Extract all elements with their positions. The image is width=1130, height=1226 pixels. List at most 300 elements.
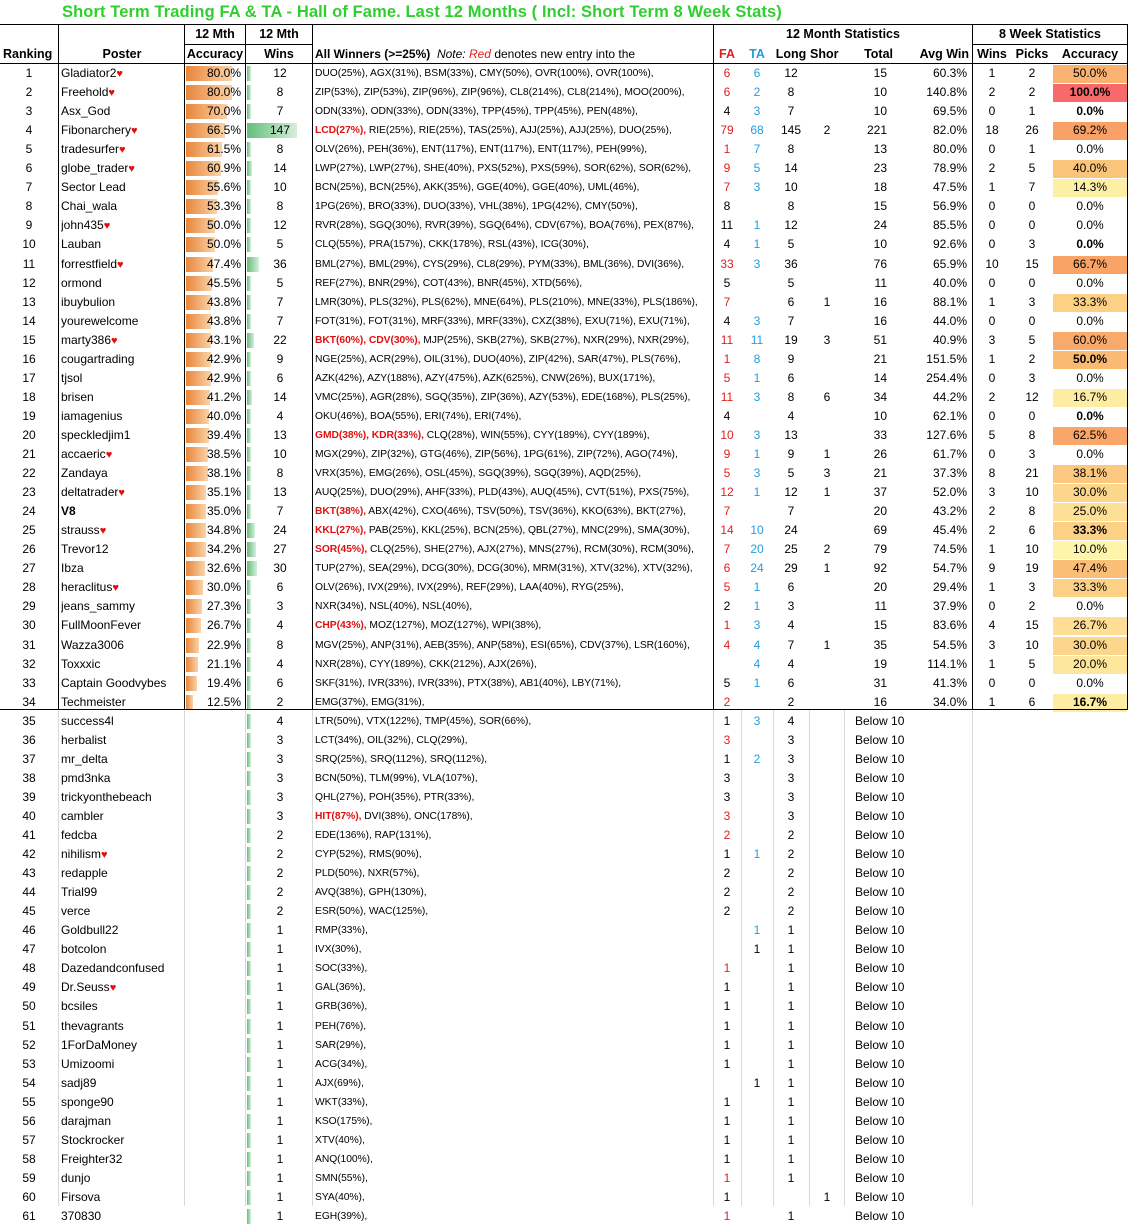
rank-cell: 34 bbox=[22, 695, 36, 709]
short-count bbox=[810, 712, 844, 731]
poster-name bbox=[61, 864, 185, 883]
wins-cell: 3 bbox=[276, 809, 284, 823]
poster-name bbox=[61, 350, 185, 369]
poster-label: ibuybulion bbox=[61, 295, 116, 309]
winners-list: VMC(25%), AGR(28%), SGQ(35%), ZIP(36%), AZY(53%), EDE(168%), PLS(25%), bbox=[315, 392, 691, 403]
long-count: 1 bbox=[787, 1095, 795, 1109]
short-count bbox=[810, 921, 844, 940]
short-count bbox=[810, 83, 844, 102]
wins-cell: 10 bbox=[273, 447, 287, 461]
ta-count bbox=[741, 502, 773, 521]
winners-list: IVX(30%), bbox=[315, 944, 362, 955]
fa-count: 2 bbox=[723, 866, 731, 880]
long-count: 3 bbox=[787, 809, 795, 823]
grid-line bbox=[972, 24, 973, 64]
heart-icon: ♥ bbox=[117, 259, 124, 271]
winners-list: EMG(37%), EMG(31%), bbox=[315, 697, 425, 708]
winners-list: OKU(46%), BOA(55%), ERI(74%), ERI(74%), bbox=[315, 411, 522, 422]
accuracy-cell: 45.5% bbox=[206, 276, 241, 290]
ta-count: 7 bbox=[753, 142, 761, 156]
accuracy-cell: 40.0% bbox=[206, 409, 241, 423]
picks-8wk bbox=[1012, 1112, 1052, 1131]
avg-win bbox=[905, 788, 967, 807]
picks-8wk bbox=[1012, 1131, 1052, 1150]
rank-cell: 24 bbox=[22, 504, 36, 518]
long-count: 5 bbox=[787, 276, 795, 290]
long-count: 3 bbox=[787, 771, 795, 785]
ta-count: 3 bbox=[753, 104, 761, 118]
poster-name bbox=[61, 102, 185, 121]
avg-win bbox=[905, 997, 967, 1016]
ta-count: 1 bbox=[753, 1076, 761, 1090]
accuracy-cell: 38.5% bbox=[206, 447, 241, 461]
picks-8wk: 0 bbox=[1028, 199, 1036, 213]
avg-win: 254.4% bbox=[926, 371, 967, 385]
wins-cell: 1 bbox=[276, 980, 284, 994]
fa-count: 4 bbox=[723, 104, 731, 118]
wins-cell: 14 bbox=[273, 161, 287, 175]
accuracy-8wk: 38.1% bbox=[1072, 466, 1108, 480]
total-count: 221 bbox=[866, 123, 887, 137]
winners-cell bbox=[315, 1112, 712, 1131]
rank-cell: 25 bbox=[22, 523, 36, 537]
picks-8wk: 15 bbox=[1025, 618, 1039, 632]
grid-line bbox=[844, 710, 845, 1206]
accuracy-cell: 39.4% bbox=[206, 428, 241, 442]
poster-label: bcsiles bbox=[61, 999, 98, 1013]
avg-win bbox=[905, 845, 967, 864]
long-count: 1 bbox=[787, 1076, 795, 1090]
wins-8wk bbox=[973, 902, 1011, 921]
grid-line bbox=[0, 709, 973, 710]
long-count: 2 bbox=[787, 847, 795, 861]
header-all-winners: All Winners (>=25%) Note: Red denotes new entry into the bbox=[315, 47, 636, 61]
avg-win bbox=[905, 807, 967, 826]
picks-8wk bbox=[1012, 864, 1052, 883]
total-count: 33 bbox=[873, 428, 887, 442]
poster-label: globe_trader bbox=[61, 161, 129, 175]
poster-name bbox=[61, 616, 185, 635]
total-count: 20 bbox=[873, 504, 887, 518]
poster-name bbox=[61, 1036, 185, 1055]
accuracy-8wk: 33.3% bbox=[1072, 580, 1108, 594]
accuracy-cell: 66.5% bbox=[206, 123, 241, 137]
accuracy-8wk bbox=[1053, 1169, 1127, 1188]
fa-count: 7 bbox=[723, 504, 731, 518]
long-count: 1 bbox=[787, 980, 795, 994]
short-count: 3 bbox=[823, 333, 831, 347]
header-8wk-wins: Wins bbox=[977, 47, 1007, 61]
poster-name bbox=[61, 921, 185, 940]
picks-8wk: 6 bbox=[1028, 523, 1036, 537]
header-8week-statistics: 8 Week Statistics bbox=[999, 27, 1101, 41]
total-count: Below 10 bbox=[855, 923, 905, 937]
grid-line bbox=[809, 710, 810, 1206]
avg-win bbox=[905, 1093, 967, 1112]
ta-count bbox=[741, 864, 773, 883]
fa-count: 2 bbox=[723, 885, 731, 899]
accuracy-cell: 21.1% bbox=[206, 657, 241, 671]
poster-name bbox=[61, 140, 185, 159]
avg-win bbox=[905, 1150, 967, 1169]
short-count bbox=[810, 959, 844, 978]
grid-line bbox=[0, 63, 1128, 64]
picks-8wk bbox=[1012, 1207, 1052, 1226]
poster-name bbox=[61, 769, 185, 788]
total-count: Below 10 bbox=[855, 1152, 905, 1166]
rank-cell: 42 bbox=[22, 847, 36, 861]
fa-count: 1 bbox=[723, 1152, 731, 1166]
accuracy-8wk bbox=[1053, 1017, 1127, 1036]
avg-win bbox=[905, 1131, 967, 1150]
accuracy-cell bbox=[186, 940, 241, 959]
wins-cell: 2 bbox=[276, 695, 284, 709]
wins-8wk: 0 bbox=[988, 371, 996, 385]
fa-count: 5 bbox=[723, 276, 731, 290]
winners-cell bbox=[315, 902, 712, 921]
ta-count: 1 bbox=[753, 676, 761, 690]
long-count: 6 bbox=[787, 676, 795, 690]
picks-8wk: 2 bbox=[1028, 599, 1036, 613]
short-count bbox=[810, 978, 844, 997]
picks-8wk: 5 bbox=[1028, 161, 1036, 175]
poster-name bbox=[61, 655, 185, 674]
rank-cell: 9 bbox=[25, 218, 33, 232]
total-count: Below 10 bbox=[855, 866, 905, 880]
wins-8wk: 1 bbox=[988, 66, 996, 80]
rank-cell: 32 bbox=[22, 657, 36, 671]
ta-count bbox=[741, 1017, 773, 1036]
avg-win: 45.4% bbox=[932, 523, 967, 537]
total-count: Below 10 bbox=[855, 1095, 905, 1109]
sheet-title: Short Term Trading FA & TA - Hall of Fame. Last 12 Months ( Incl: Short Term 8 Week Stats) bbox=[62, 3, 782, 21]
short-count bbox=[810, 178, 844, 197]
fa-count: 5 bbox=[723, 371, 731, 385]
total-count: 11 bbox=[874, 599, 887, 613]
avg-win: 44.0% bbox=[932, 314, 967, 328]
poster-name bbox=[61, 1150, 185, 1169]
short-count bbox=[810, 312, 844, 331]
short-count bbox=[810, 159, 844, 178]
poster-name bbox=[61, 712, 185, 731]
picks-8wk: 3 bbox=[1028, 580, 1036, 594]
wins-8wk bbox=[973, 959, 1011, 978]
grid-line bbox=[312, 710, 313, 1206]
short-count bbox=[810, 1093, 844, 1112]
short-count bbox=[810, 597, 844, 616]
wins-cell: 1 bbox=[276, 1057, 284, 1071]
wins-cell: 27 bbox=[273, 542, 287, 556]
long-count: 2 bbox=[787, 695, 795, 709]
ta-count: 3 bbox=[753, 314, 761, 328]
rank-cell: 5 bbox=[25, 142, 33, 156]
winners-cell bbox=[315, 388, 712, 407]
accuracy-cell bbox=[186, 1169, 241, 1188]
long-count: 1 bbox=[787, 999, 795, 1013]
fa-count: 5 bbox=[723, 676, 731, 690]
accuracy-cell bbox=[186, 826, 241, 845]
fa-count: 79 bbox=[720, 123, 734, 137]
avg-win: 127.6% bbox=[926, 428, 967, 442]
accuracy-8wk bbox=[1053, 1093, 1127, 1112]
wins-cell: 2 bbox=[276, 828, 284, 842]
accuracy-cell: 26.7% bbox=[206, 618, 241, 632]
wins-8wk: 3 bbox=[988, 638, 996, 652]
poster-name bbox=[61, 1074, 185, 1093]
winners-list: PEH(76%), bbox=[315, 1021, 367, 1032]
short-count: 1 bbox=[823, 295, 831, 309]
long-count: 25 bbox=[784, 542, 798, 556]
winners-list: TUP(27%), SEA(29%), DCG(30%), DCG(30%), MRM(31%), XTV(32%), XTV(32%), bbox=[315, 563, 693, 574]
wins-cell: 1 bbox=[276, 942, 284, 956]
accuracy-8wk: 25.0% bbox=[1072, 504, 1108, 518]
short-count bbox=[810, 1017, 844, 1036]
poster-label: Chai_wala bbox=[61, 199, 118, 213]
poster-name bbox=[61, 540, 185, 559]
winners-list: ANQ(100%), bbox=[315, 1154, 373, 1165]
accuracy-8wk bbox=[1053, 769, 1127, 788]
accuracy-cell bbox=[186, 883, 241, 902]
total-count: 76 bbox=[873, 257, 887, 271]
accuracy-8wk bbox=[1053, 978, 1127, 997]
wins-cell: 1 bbox=[276, 1133, 284, 1147]
winners-list: RVR(28%), SGQ(30%), RVR(39%), SGQ(64%), CDV(67%), BOA(76%), PEX(87%), bbox=[315, 220, 694, 231]
accuracy-8wk: 0.0% bbox=[1076, 218, 1104, 232]
poster-label: Stockrocker bbox=[61, 1133, 125, 1147]
picks-8wk: 7 bbox=[1028, 180, 1036, 194]
accuracy-8wk: 33.3% bbox=[1072, 523, 1108, 537]
fa-count: 1 bbox=[723, 1114, 731, 1128]
poster-label: tjsol bbox=[61, 371, 83, 385]
winners-cell bbox=[315, 1131, 712, 1150]
poster-label: Dazedandconfused bbox=[61, 961, 165, 975]
long-count: 19 bbox=[784, 333, 798, 347]
accuracy-8wk: 0.0% bbox=[1076, 409, 1104, 423]
long-count: 5 bbox=[787, 466, 795, 480]
rank-cell: 23 bbox=[22, 485, 36, 499]
wins-8wk: 0 bbox=[988, 276, 996, 290]
poster-name bbox=[61, 197, 185, 216]
accuracy-cell bbox=[186, 1150, 241, 1169]
winners-cell bbox=[315, 826, 712, 845]
ta-count bbox=[741, 769, 773, 788]
fa-count bbox=[714, 940, 740, 959]
wins-cell: 1 bbox=[276, 1171, 284, 1185]
winners-list: VRX(35%), EMG(26%), OSL(45%), SGQ(39%), SGQ(39%), AQD(25%), bbox=[315, 468, 642, 479]
total-count: Below 10 bbox=[855, 1171, 905, 1185]
new-entry-highlight: BKT(60%), CDV(30%), bbox=[315, 335, 421, 346]
rank-cell: 1 bbox=[25, 66, 33, 80]
poster-name bbox=[61, 255, 185, 274]
wins-8wk bbox=[973, 1036, 1011, 1055]
total-count: Below 10 bbox=[855, 999, 905, 1013]
short-count bbox=[810, 64, 844, 83]
winners-list: CYP(52%), RMS(90%), bbox=[315, 849, 422, 860]
winners-cell bbox=[315, 750, 712, 769]
accuracy-cell bbox=[186, 921, 241, 940]
wins-cell: 24 bbox=[273, 523, 287, 537]
heart-icon: ♥ bbox=[105, 449, 113, 461]
grid-line bbox=[773, 710, 774, 1206]
accuracy-cell bbox=[186, 997, 241, 1016]
wins-cell: 8 bbox=[276, 638, 284, 652]
poster-label: trickyonthebeach bbox=[61, 790, 152, 804]
picks-8wk bbox=[1012, 1036, 1052, 1055]
rank-cell: 56 bbox=[22, 1114, 36, 1128]
rank-cell: 58 bbox=[22, 1152, 36, 1166]
picks-8wk: 0 bbox=[1028, 276, 1036, 290]
wins-cell: 13 bbox=[273, 485, 287, 499]
poster-name bbox=[61, 521, 185, 540]
winners-cell bbox=[315, 407, 712, 426]
accuracy-8wk: 10.0% bbox=[1072, 542, 1108, 556]
fa-count: 8 bbox=[723, 199, 731, 213]
grid-line bbox=[185, 44, 313, 45]
poster-label: botcolon bbox=[61, 942, 107, 956]
wins-8wk: 2 bbox=[988, 504, 996, 518]
total-count: 16 bbox=[873, 295, 887, 309]
avg-win: 52.0% bbox=[932, 485, 967, 499]
winners-cell bbox=[315, 1055, 712, 1074]
header-poster: Poster bbox=[102, 47, 142, 61]
wins-8wk: 2 bbox=[988, 523, 996, 537]
winners-cell bbox=[315, 997, 712, 1016]
total-count: 10 bbox=[873, 104, 887, 118]
rank-cell: 21 bbox=[22, 447, 36, 461]
fa-count: 1 bbox=[723, 980, 731, 994]
fa-count: 4 bbox=[723, 638, 731, 652]
rank-cell: 19 bbox=[22, 409, 36, 423]
poster-label: Fibonarchery bbox=[61, 123, 132, 137]
winners-cell bbox=[315, 521, 712, 540]
accuracy-8wk: 33.3% bbox=[1072, 295, 1108, 309]
accuracy-8wk: 0.0% bbox=[1076, 676, 1104, 690]
total-count: 37 bbox=[873, 485, 887, 499]
poster-name bbox=[61, 159, 185, 178]
poster-label: accaeric bbox=[61, 447, 106, 461]
accuracy-cell: 42.9% bbox=[206, 352, 241, 366]
wins-8wk: 1 bbox=[988, 580, 996, 594]
grid-line bbox=[741, 710, 742, 1206]
total-count: Below 10 bbox=[855, 942, 905, 956]
accuracy-8wk: 100.0% bbox=[1069, 85, 1111, 99]
avg-win: 61.7% bbox=[932, 447, 967, 461]
poster-name bbox=[61, 883, 185, 902]
poster-label: fedcba bbox=[61, 828, 98, 842]
grid-line bbox=[58, 24, 59, 64]
avg-win bbox=[905, 940, 967, 959]
long-count: 2 bbox=[787, 866, 795, 880]
winners-cell bbox=[315, 883, 712, 902]
total-count: 11 bbox=[874, 276, 887, 290]
winners-cell bbox=[315, 845, 712, 864]
total-count: Below 10 bbox=[855, 885, 905, 899]
winners-cell bbox=[315, 445, 712, 464]
header-12mth-wins: 12 Mth bbox=[259, 27, 299, 41]
wins-8wk bbox=[973, 826, 1011, 845]
ta-count bbox=[741, 1093, 773, 1112]
accuracy-cell bbox=[186, 978, 241, 997]
poster-label: 1ForDaMoney bbox=[61, 1038, 138, 1052]
short-count: 2 bbox=[823, 542, 831, 556]
short-count bbox=[810, 731, 844, 750]
wins-8wk: 1 bbox=[988, 295, 996, 309]
wins-8wk: 2 bbox=[988, 390, 996, 404]
ta-count: 1 bbox=[753, 599, 761, 613]
accuracy-8wk: 62.5% bbox=[1072, 428, 1108, 442]
accuracy-8wk: 20.0% bbox=[1072, 657, 1108, 671]
wins-cell: 10 bbox=[273, 180, 287, 194]
total-count: 14 bbox=[873, 371, 887, 385]
fa-count: 7 bbox=[723, 180, 731, 194]
picks-8wk bbox=[1012, 978, 1052, 997]
rank-cell: 54 bbox=[22, 1076, 36, 1090]
winners-list: RMP(33%), bbox=[315, 925, 368, 936]
poster-name bbox=[61, 483, 185, 502]
rank-cell: 7 bbox=[25, 180, 33, 194]
picks-8wk: 0 bbox=[1028, 676, 1036, 690]
poster-name bbox=[61, 83, 185, 102]
winners-list: BCN(25%), BCN(25%), AKK(35%), GGE(40%), GGE(40%), UML(46%), bbox=[315, 182, 640, 193]
avg-win: 62.1% bbox=[932, 409, 967, 423]
accuracy-cell bbox=[186, 1074, 241, 1093]
accuracy-8wk: 0.0% bbox=[1076, 237, 1104, 251]
picks-8wk bbox=[1012, 712, 1052, 731]
poster-label: heraclitus bbox=[61, 580, 113, 594]
avg-win bbox=[905, 1017, 967, 1036]
accuracy-8wk bbox=[1053, 864, 1127, 883]
new-entry-highlight: GMD(38%), KDR(33%), bbox=[315, 430, 424, 441]
ta-count: 1 bbox=[753, 923, 761, 937]
heart-icon: ♥ bbox=[116, 68, 123, 80]
rank-cell: 61 bbox=[22, 1209, 36, 1223]
winners-list: ODN(33%), ODN(33%), ODN(33%), TPP(45%), TPP(45%), PEN(48%), bbox=[315, 106, 638, 117]
picks-8wk: 21 bbox=[1025, 466, 1039, 480]
ta-count: 3 bbox=[753, 257, 761, 271]
wins-cell: 14 bbox=[273, 390, 287, 404]
ta-count: 3 bbox=[753, 618, 761, 632]
new-entry-highlight: LCD(27%), bbox=[315, 125, 367, 136]
ta-count: 5 bbox=[753, 161, 761, 175]
poster-name bbox=[61, 216, 185, 235]
poster-name bbox=[61, 426, 185, 445]
avg-win: 83.6% bbox=[932, 618, 967, 632]
avg-win bbox=[905, 826, 967, 845]
accuracy-cell: 19.4% bbox=[206, 676, 241, 690]
long-count: 8 bbox=[787, 390, 795, 404]
poster-name bbox=[61, 274, 185, 293]
wins-8wk: 2 bbox=[988, 161, 996, 175]
wins-8wk: 0 bbox=[988, 104, 996, 118]
total-count: 35 bbox=[873, 638, 887, 652]
total-count: 20 bbox=[873, 580, 887, 594]
wins-cell: 5 bbox=[276, 237, 284, 251]
winners-list: 1PG(26%), BRO(33%), DUO(33%), VHL(38%), 1PG(42%), CMY(50%), bbox=[315, 201, 638, 212]
long-count: 1 bbox=[787, 961, 795, 975]
poster-label: iamagenius bbox=[61, 409, 123, 423]
poster-name bbox=[61, 369, 185, 388]
header-8wk-picks: Picks bbox=[1015, 47, 1049, 61]
wins-8wk: 0 bbox=[988, 142, 996, 156]
grid-line bbox=[973, 44, 1127, 45]
accuracy-8wk: 47.4% bbox=[1072, 561, 1108, 575]
wins-8wk: 18 bbox=[985, 123, 999, 137]
fa-count bbox=[714, 921, 740, 940]
total-count: Below 10 bbox=[855, 809, 905, 823]
accuracy-cell bbox=[186, 902, 241, 921]
winners-list: ZIP(53%), ZIP(53%), ZIP(96%), ZIP(96%), CL8(214%), CL8(214%), MOO(200%), bbox=[315, 87, 685, 98]
picks-8wk: 3 bbox=[1028, 237, 1036, 251]
